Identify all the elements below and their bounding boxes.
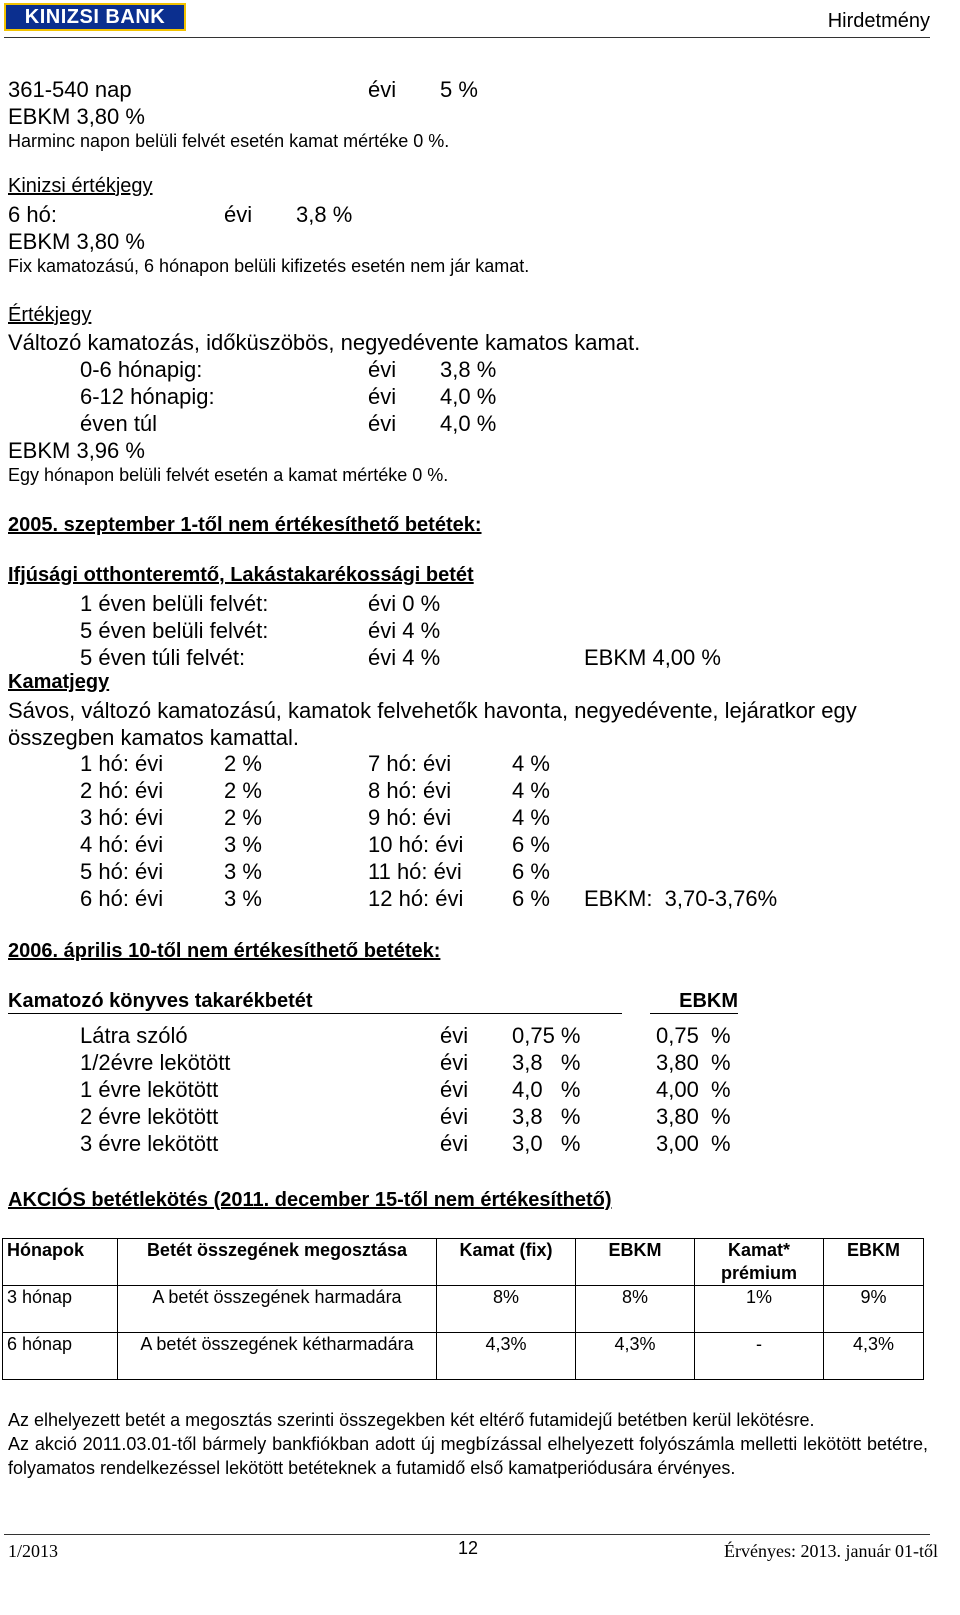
row-rate: 0,75 % [512, 1023, 581, 1048]
cell-premium: - [695, 1333, 824, 1380]
list-item [0, 410, 940, 437]
list-item [0, 1076, 940, 1103]
row-rate: 4,0 % [512, 1077, 581, 1102]
cell-premium: 1% [695, 1286, 824, 1333]
row-rate-a: 2 % [224, 805, 262, 830]
bank-logo [4, 3, 186, 31]
cell-split: A betét összegének harmadára [118, 1286, 437, 1333]
footer-divider [4, 1534, 930, 1535]
row-rate-a: 3 % [224, 832, 262, 857]
cell-ebkm-total: 9% [824, 1286, 924, 1333]
row-mid: évi [368, 384, 397, 409]
row-label: 5 éven túli felvét: [80, 645, 246, 670]
logo-text: KINIZSI BANK [24, 5, 166, 28]
cell-ebkm: 8% [576, 1286, 695, 1333]
list-item [0, 831, 940, 858]
row-mid: évi [440, 1131, 469, 1156]
sec2-line1-label: 6 hó: [8, 202, 57, 227]
list-item [0, 1022, 940, 1049]
row-label: 0-6 hónapig: [80, 357, 203, 382]
list-item [0, 858, 940, 885]
row-rate-b: 4 % [512, 805, 550, 830]
row-month-b: 7 hó: évi [368, 751, 452, 776]
row-rate-a: 2 % [224, 751, 262, 776]
row-rate: 3,8 % [512, 1050, 581, 1075]
row-mid: évi [440, 1023, 469, 1048]
cell-months: 3 hónap [3, 1286, 118, 1333]
row-month-b: 12 hó: évi [368, 886, 464, 911]
col-header-ebkm-total: EBKM [824, 1239, 924, 1286]
col-header-months: Hónapok [3, 1239, 118, 1286]
row-mid: évi [440, 1104, 469, 1129]
sec6-heading: 2006. április 10-től nem értékesíthető betétek: [8, 940, 441, 962]
sec1-ebkm: EBKM 3,80 % [8, 104, 145, 129]
sec2-line1-mid: évi [224, 202, 253, 227]
cell-rate-fix: 4,3% [437, 1333, 576, 1380]
sec4-heading: 2005. szeptember 1-től nem értékesíthető betétek: [8, 514, 482, 536]
cell-split: A betét összegének kétharmadára [118, 1333, 437, 1380]
row-month-a: 1 hó: évi [80, 751, 164, 776]
list-item [0, 804, 940, 831]
row-rate-b: 4 % [512, 751, 550, 776]
list-item [0, 590, 940, 617]
row-month-b: 9 hó: évi [368, 805, 452, 830]
header-divider [4, 37, 930, 38]
row-label: éven túl [80, 411, 158, 436]
row-label: 1/2évre lekötött [80, 1050, 231, 1075]
sec1-line1-rate: 5 % [440, 77, 478, 102]
sec7-heading: AKCIÓS betétlekötés (2011. december 15-től nem értékesíthető) [8, 1189, 612, 1211]
cell-rate-fix: 8% [437, 1286, 576, 1333]
sec3-desc: Változó kamatozás, időküszöbös, negyedévente kamatos kamat. [8, 330, 641, 355]
cell-ebkm-total: 4,3% [824, 1333, 924, 1380]
row-rate: évi 4 % [368, 645, 441, 670]
row-mid: évi [440, 1077, 469, 1102]
cell-months: 6 hónap [3, 1333, 118, 1380]
table-row [3, 1333, 924, 1380]
row-label: 1 éven belüli felvét: [80, 591, 269, 616]
sec5-title: Kamatjegy [8, 671, 110, 693]
row-month-a: 2 hó: évi [80, 778, 164, 803]
col-header-premium: Kamat* prémium [695, 1239, 824, 1286]
row-ebkm: 4,00 % [656, 1077, 731, 1102]
list-item [0, 356, 940, 383]
row-month-a: 4 hó: évi [80, 832, 164, 857]
list-item [0, 1049, 940, 1076]
row-rate: 3,0 % [512, 1131, 581, 1156]
sec5-desc-line2: összegben kamatos kamattal. [8, 725, 300, 750]
sec2-ebkm: EBKM 3,80 % [8, 229, 145, 254]
row-month-b: 8 hó: évi [368, 778, 452, 803]
row-rate-b: 6 % [512, 859, 550, 884]
document-type: Hirdetmény [827, 10, 930, 32]
row-rate: évi 4 % [368, 618, 441, 643]
footer-validity: Érvényes: 2013. január 01-től [724, 1541, 938, 1561]
col-header-ebkm: EBKM [576, 1239, 695, 1286]
row-month-b: 11 hó: évi [368, 859, 462, 884]
row-label: 6-12 hónapig: [80, 384, 215, 409]
row-mid: évi [440, 1050, 469, 1075]
row-rate: 4,0 % [440, 384, 497, 409]
row-label: 2 évre lekötött [80, 1104, 219, 1129]
list-item [0, 750, 940, 777]
sec2-note: Fix kamatozású, 6 hónapon belüli kifizetés esetén nem jár kamat. [8, 256, 530, 276]
list-item [0, 777, 940, 804]
row-mid: évi [368, 411, 397, 436]
sec3-title: Értékjegy [8, 304, 92, 326]
row-label: Látra szóló [80, 1023, 188, 1048]
cell-ebkm: 4,3% [576, 1333, 695, 1380]
sec2-line1-rate: 3,8 % [296, 202, 353, 227]
list-item [0, 1130, 940, 1157]
row-rate-a: 2 % [224, 778, 262, 803]
row-rate: 3,8 % [512, 1104, 581, 1129]
col-header-split: Betét összegének megosztása [118, 1239, 437, 1286]
row-ebkm: 0,75 % [656, 1023, 731, 1048]
row-month-a: 6 hó: évi [80, 886, 164, 911]
row-rate-b: 6 % [512, 832, 550, 857]
row-label: 1 évre lekötött [80, 1077, 219, 1102]
sec1-note: Harminc napon belüli felvét esetén kamat mértéke 0 %. [8, 131, 450, 151]
list-item [0, 383, 940, 410]
sec7-paragraph-2: Az akció 2011.03.01-től bármely bankfiókban adott új megbízással elhelyezett folyószámla melletti lekötött betétre, folyamatos rendelkezéssel lekötött betéteknek a futamidő első kamatperiódusára érvényes. [8, 1434, 928, 1478]
list-item [0, 617, 940, 644]
action-deposit-table [2, 1238, 924, 1380]
sec1-line1-label: 361-540 nap [8, 77, 132, 102]
sec5-desc-line1: Sávos, változó kamatozású, kamatok felvehetők havonta, negyedévente, lejáratkor egy [8, 698, 857, 723]
list-item [0, 644, 940, 671]
list-item [0, 885, 940, 912]
sec4-title: Ifjúsági otthonteremtő, Lakástakarékossági betét [8, 564, 474, 586]
sec2-title: Kinizsi értékjegy [8, 175, 153, 197]
row-month-b: 10 hó: évi [368, 832, 464, 857]
row-rate: évi 0 % [368, 591, 441, 616]
footer-issue: 1/2013 [8, 1541, 59, 1561]
sec6-ebkm-head-line [650, 990, 738, 1014]
row-rate-a: 3 % [224, 859, 262, 884]
table-row [3, 1286, 924, 1333]
row-ebkm: 3,80 % [656, 1104, 731, 1129]
row-mid: évi [368, 357, 397, 382]
row-ebkm: 3,80 % [656, 1050, 731, 1075]
row-label: 5 éven belüli felvét: [80, 618, 269, 643]
sec3-ebkm: EBKM 3,96 % [8, 438, 145, 463]
sec7-paragraph-1: Az elhelyezett betét a megosztás szerinti összegekben két eltérő futamidejű betétben kerül lekötésre. [8, 1410, 815, 1430]
row-ebkm: EBKM 4,00 % [584, 645, 721, 670]
list-item [0, 1103, 940, 1130]
row-rate: 4,0 % [440, 411, 497, 436]
row-rate-a: 3 % [224, 886, 262, 911]
sec6-ebkm-head: EBKM [679, 990, 738, 1012]
row-rate: 3,8 % [440, 357, 497, 382]
sec3-note: Egy hónapon belüli felvét esetén a kamat mértéke 0 %. [8, 465, 449, 485]
row-ebkm: 3,00 % [656, 1131, 731, 1156]
row-month-a: 3 hó: évi [80, 805, 164, 830]
row-month-a: 5 hó: évi [80, 859, 164, 884]
row-ebkm: EBKM: 3,70-3,76% [584, 886, 778, 911]
col-header-rate-fix: Kamat (fix) [437, 1239, 576, 1286]
sec6-title: Kamatozó könyves takarékbetét [8, 990, 313, 1012]
page-number: 12 [458, 1538, 479, 1558]
row-label: 3 évre lekötött [80, 1131, 219, 1156]
sec6-title-line [8, 990, 622, 1014]
row-rate-b: 4 % [512, 778, 550, 803]
table-header-row [3, 1239, 924, 1286]
row-rate-b: 6 % [512, 886, 550, 911]
sec1-line1-mid: évi [368, 77, 397, 102]
